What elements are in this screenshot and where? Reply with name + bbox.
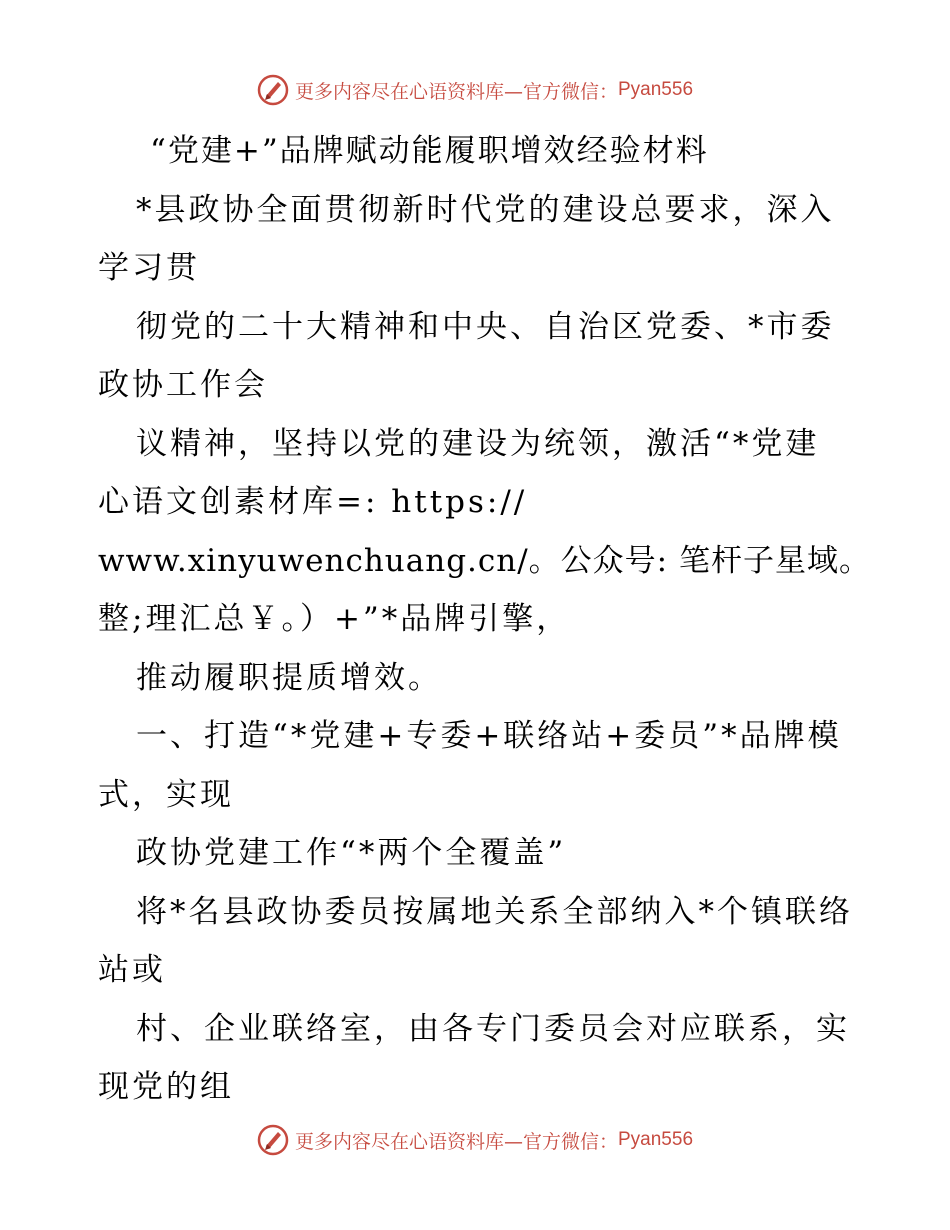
header-banner bbox=[0, 70, 950, 110]
section-heading: 一、打造“*党建+专委+联络站+委员”*品牌模 bbox=[136, 718, 842, 754]
text-line: 村、企业联络室，由各专门委员会对应联系，实 bbox=[136, 1010, 850, 1047]
banner-text: 更多内容尽在心语资料库—官方微信： bbox=[294, 80, 618, 103]
text-line: *县政协全面贯彻新时代党的建设总要求，深入 bbox=[136, 191, 835, 228]
banner-wechat-id: Pyan556 bbox=[618, 79, 694, 100]
banner-text: 更多内容尽在心语资料库—官方微信： bbox=[294, 1130, 618, 1153]
brand-logo-icon bbox=[257, 1124, 289, 1156]
brand-logo-icon bbox=[257, 74, 289, 106]
text-line: 站或 bbox=[98, 952, 166, 988]
footer-banner bbox=[0, 1120, 950, 1160]
banner-wechat-id: Pyan556 bbox=[618, 1129, 694, 1150]
text-line: 整;理汇总￥。）+”*品牌引擎， bbox=[98, 601, 571, 637]
document-body bbox=[98, 122, 871, 1117]
text-line: 彻党的二十大精神和中央、自治区党委、*市委 bbox=[136, 308, 835, 345]
text-line: 将*名县政协委员按属地关系全部纳入*个镇联络 bbox=[136, 893, 853, 930]
text-line: www.xinyuwenchuang.cn/。公众号: 笔杆子星域。 bbox=[98, 542, 871, 579]
text-line: 现党的组 bbox=[98, 1069, 234, 1105]
text-line: 政协工作会 bbox=[98, 367, 268, 403]
text-line: 心语文创素材库=: https:// bbox=[98, 484, 528, 520]
text-line: 式，实现 bbox=[98, 776, 234, 813]
text-line: 学习贯 bbox=[98, 250, 200, 286]
text-line: 推动履职提质增效。 bbox=[136, 659, 442, 696]
document-title: “党建+”品牌赋动能履职增效经验材料 bbox=[150, 133, 709, 169]
text-line: 议精神，坚持以党的建设为统领，激活“*党建 bbox=[136, 425, 820, 462]
text-line: 政协党建工作“*两个全覆盖” bbox=[136, 835, 567, 871]
